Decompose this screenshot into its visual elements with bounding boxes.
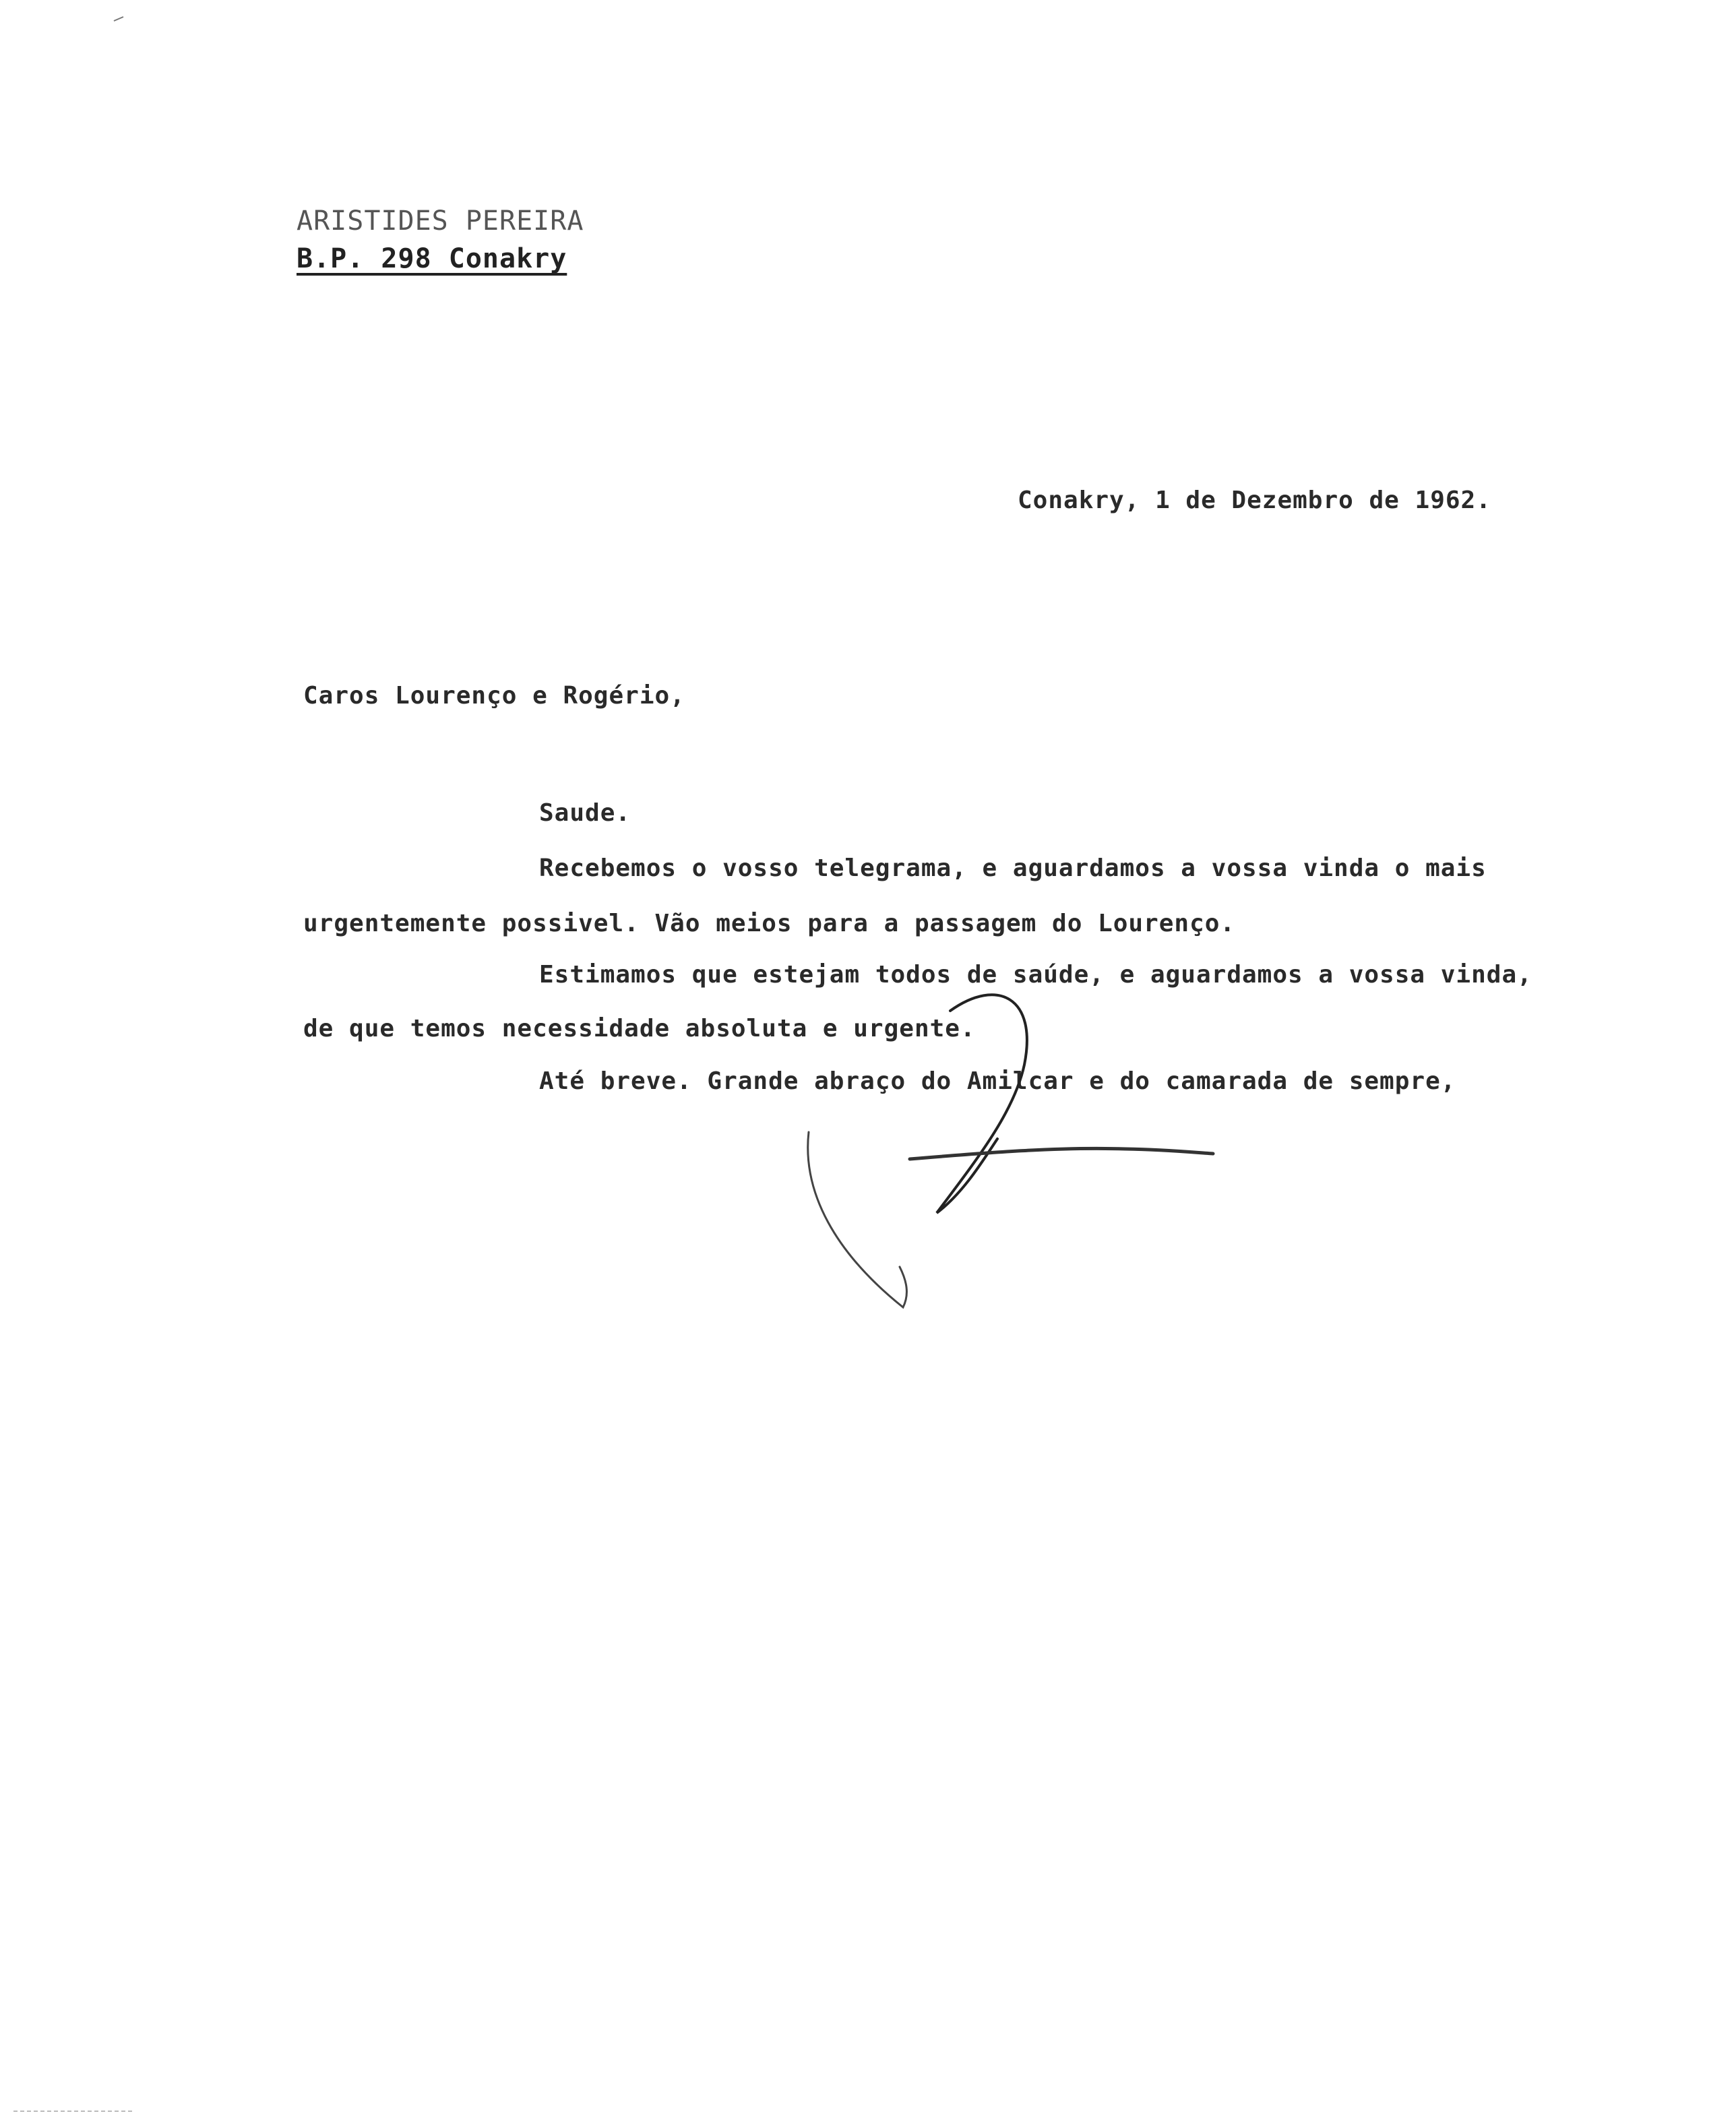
sender-name: ARISTIDES PEREIRA: [297, 206, 584, 237]
corner-mark: [113, 16, 124, 22]
salutation: Caros Lourenço e Rogério,: [303, 682, 685, 710]
paragraph-2-line-1: Estimamos que estejam todos de saúde, e aguardamos a vossa vinda,: [539, 961, 1532, 989]
sender-block: [297, 202, 584, 278]
paragraph-2-line-2: de que temos necessidade absoluta e urgente.: [303, 1015, 976, 1042]
sender-address: B.P. 298 Conakry: [297, 243, 567, 274]
closing-line: Até breve. Grande abraço do Amilcar e do camarada de sempre,: [539, 1067, 1456, 1095]
greeting-line: Saude.: [539, 799, 631, 827]
paragraph-1-line-2: urgentemente possivel. Vão meios para a passagem do Lourenço.: [303, 910, 1236, 937]
date-line: Conakry, 1 de Dezembro de 1962.: [1018, 487, 1491, 514]
paragraph-1-line-1: Recebemos o vosso telegrama, e aguardamos a vossa vinda o mais: [539, 854, 1487, 882]
footer-mark: [13, 2109, 135, 2113]
handwritten-signature: [775, 970, 1247, 1348]
